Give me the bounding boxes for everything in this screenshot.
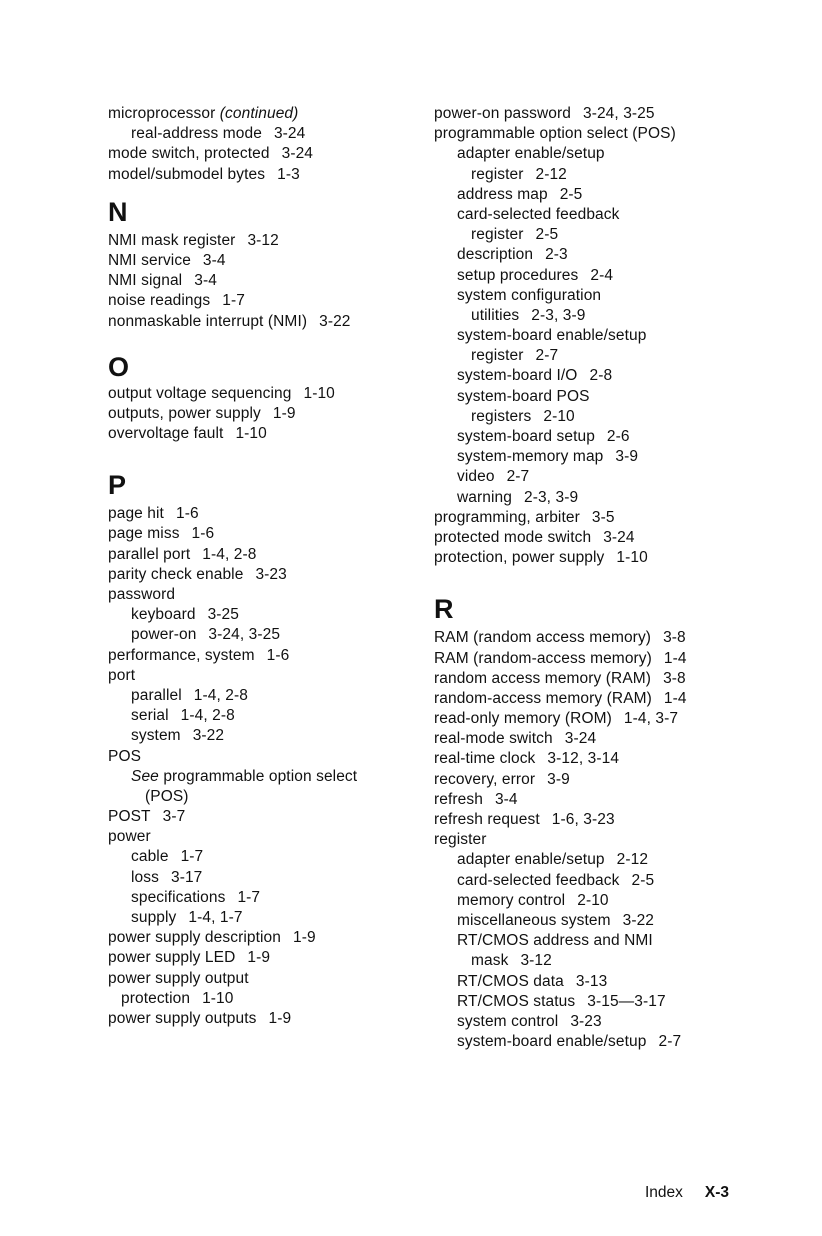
index-page-reference: 3-9: [615, 448, 639, 466]
index-entry: [434, 729, 754, 749]
index-term: card-selected feedback: [457, 871, 620, 889]
index-entry: [434, 366, 754, 386]
index-entry: [108, 948, 408, 968]
index-page-reference: 1-4: [663, 689, 687, 707]
index-term: password: [108, 586, 176, 603]
index-entry: [108, 969, 408, 989]
index-term: power supply output: [108, 969, 249, 987]
index-term: page hit: [108, 505, 164, 523]
index-entry: [434, 790, 754, 810]
index-entry: [434, 669, 754, 689]
index-entry: [434, 830, 754, 850]
index-term: register: [471, 347, 524, 365]
index-entry: [108, 807, 408, 827]
index-term: power: [108, 828, 151, 846]
index-page-reference: 1-7: [237, 888, 261, 906]
index-entry: [434, 1012, 754, 1032]
index-entry: [434, 528, 754, 548]
index-entry: [434, 709, 754, 729]
index-term: description: [457, 246, 534, 264]
index-term: outputs, power supply: [108, 404, 261, 422]
index-term: mode switch, protected: [108, 145, 270, 163]
index-entry: [108, 747, 408, 767]
index-term: read-only memory (ROM): [434, 710, 612, 728]
index-entry: [434, 427, 754, 447]
index-letter-heading: N: [108, 196, 128, 227]
index-term: adapter enable/setup: [457, 851, 605, 869]
index-letter-heading: R: [434, 594, 454, 625]
index-page-reference: 1-9: [268, 1009, 292, 1027]
index-page-reference: 3-22: [192, 727, 225, 745]
index-page-reference: 3-17: [170, 868, 203, 886]
index-term: system-board I/O: [457, 367, 578, 385]
index-term: system configuration: [457, 286, 602, 304]
index-page-reference: 2-3: [545, 246, 568, 264]
index-page-reference: 3-22: [622, 911, 655, 929]
index-term: performance, system: [108, 646, 255, 664]
index-term: register: [471, 165, 524, 183]
index-page-reference: 1-4, 2-8: [193, 686, 248, 704]
index-entry: [434, 467, 754, 487]
index-term: cable: [131, 848, 169, 866]
index-term: warning: [457, 488, 512, 506]
index-term: system-board enable/setup: [457, 1033, 647, 1051]
index-page-reference: 1-3: [277, 165, 300, 183]
index-term: keyboard: [131, 606, 196, 624]
index-entry: [108, 827, 408, 847]
index-page-reference: 1-4: [663, 649, 687, 667]
index-entry: [434, 770, 754, 790]
index-entry: [434, 951, 754, 971]
index-term: system-board setup: [457, 428, 595, 445]
index-term: system-board POS: [457, 387, 590, 405]
index-entry: [108, 124, 408, 144]
index-page-reference: 2-6: [606, 428, 630, 445]
index-entry: [108, 625, 408, 645]
index-page-reference: 2-5: [631, 871, 655, 889]
index-entry: [108, 404, 408, 424]
index-entry: [108, 424, 408, 444]
index-page-reference: 3-25: [207, 606, 240, 624]
index-page-reference: 3-24: [273, 125, 306, 143]
index-entry: [434, 407, 754, 427]
index-term: (POS): [145, 787, 189, 805]
index-entry: [434, 1032, 754, 1052]
index-entry: [434, 749, 754, 769]
index-entry: [434, 931, 754, 951]
index-entry: [434, 245, 754, 265]
index-page-reference: 3-5: [591, 508, 615, 526]
index-term: noise readings: [108, 292, 211, 310]
index-page-reference: 2-7: [506, 468, 530, 486]
index-page-reference: 3-15—3-17: [587, 992, 666, 1010]
index-page-reference: 1-6: [175, 505, 199, 523]
index-page-reference: 3-7: [162, 808, 186, 826]
index-entry: [108, 271, 408, 291]
index-term: power supply outputs: [108, 1009, 257, 1027]
index-entry: [434, 508, 754, 528]
index-term: address map: [457, 185, 548, 203]
index-page-reference: 1-9: [247, 949, 271, 967]
index-entry: [108, 767, 408, 787]
index-term: RT/CMOS data: [457, 972, 564, 990]
index-page-reference: 1-4, 1-7: [188, 909, 243, 926]
index-entry: [108, 565, 408, 585]
index-page-reference: 2-7: [535, 347, 559, 365]
index-page-reference: 3-23: [255, 565, 287, 583]
index-letter-heading: O: [108, 351, 130, 382]
index-letter-heading: P: [108, 470, 127, 501]
index-term: system control: [457, 1012, 559, 1030]
index-entry: [108, 847, 408, 867]
index-page-reference: 3-4: [194, 272, 217, 290]
index-term: power-on: [131, 626, 197, 644]
index-entry: [108, 666, 408, 686]
index-entry: [108, 291, 408, 311]
index-page-reference: 1-6: [191, 525, 215, 543]
index-entry: [434, 628, 754, 648]
index-term: real-time clock: [434, 750, 536, 768]
index-term: parallel: [131, 686, 182, 704]
index-term: supply: [131, 909, 177, 926]
index-page-reference: 3-24, 3-25: [208, 626, 281, 644]
index-page-reference: 3-13: [575, 972, 608, 990]
index-entry: [108, 231, 408, 251]
index-entry: [434, 911, 754, 931]
index-entry: [434, 104, 754, 124]
index-page-reference: 3-4: [494, 790, 518, 808]
index-entry: [434, 850, 754, 870]
index-term: programmable option select: [163, 767, 358, 785]
index-entry: [434, 649, 754, 669]
page-footer: [645, 1184, 745, 1202]
index-entry: [434, 286, 754, 306]
index-term: programming, arbiter: [434, 508, 580, 526]
index-page-reference: 2-3, 3-9: [523, 488, 579, 506]
index-page-reference: 3-12: [520, 952, 552, 970]
index-entry: [108, 1009, 408, 1029]
index-term: POS: [108, 747, 142, 765]
index-term: power supply description: [108, 929, 281, 947]
index-entry: [108, 706, 408, 726]
index-page-reference: 3-8: [663, 629, 686, 647]
index-term: protected mode switch: [434, 528, 592, 546]
index-entry: [108, 384, 408, 404]
index-term: real-address mode: [131, 125, 262, 143]
index-entry: [108, 165, 408, 185]
index-term: POST: [108, 808, 151, 826]
index-entry: [434, 871, 754, 891]
index-term: serial: [131, 707, 169, 725]
index-page-reference: 1-6, 3-23: [551, 811, 615, 828]
index-page-reference: 3-12: [247, 231, 279, 249]
index-entry: [434, 972, 754, 992]
index-term: RT/CMOS status: [457, 992, 576, 1010]
index-page-reference: 1-4, 2-8: [180, 707, 235, 725]
index-page-reference: 1-4, 3-7: [623, 710, 679, 728]
index-term: specifications: [131, 888, 226, 906]
index-entry: [108, 545, 408, 565]
index-term: nonmaskable interrupt (NMI): [108, 312, 308, 330]
index-term: NMI service: [108, 251, 191, 269]
index-entry: [108, 104, 408, 124]
index-entry: [108, 686, 408, 706]
index-page-reference: 2-8: [589, 367, 613, 385]
index-term: recovery, error: [434, 770, 536, 788]
index-term: adapter enable/setup: [457, 145, 605, 163]
index-page-reference: 3-22: [319, 312, 351, 330]
index-entry: [434, 165, 754, 185]
index-entry: [434, 205, 754, 225]
index-term: protection: [121, 989, 191, 1007]
index-page-reference: 2-12: [616, 851, 649, 869]
index-page-reference: 3-24: [603, 528, 635, 546]
index-term: mask: [471, 952, 509, 970]
index-term: RAM (random access memory): [434, 629, 652, 647]
index-page-reference: 1-7: [222, 292, 245, 310]
index-term: register: [434, 831, 487, 849]
index-column-right: [434, 104, 754, 1052]
index-term: output voltage sequencing: [108, 384, 292, 402]
index-entry: [434, 225, 754, 245]
index-entry: [434, 266, 754, 286]
index-term: register: [471, 226, 524, 244]
page-number: X-3: [704, 1184, 730, 1201]
index-entry: [434, 992, 754, 1012]
index-term: parallel port: [108, 545, 191, 563]
index-entry: [434, 810, 754, 830]
index-page-reference: 1-9: [293, 929, 316, 947]
index-term: system: [131, 727, 181, 745]
index-entry: [108, 251, 408, 271]
index-term: real-mode switch: [434, 730, 553, 748]
index-term: refresh: [434, 790, 483, 808]
index-entry: [434, 689, 754, 709]
index-term: power supply LED: [108, 949, 236, 967]
index-entry: [108, 144, 408, 164]
index-entry: [108, 888, 408, 908]
index-page-reference: 1-10: [303, 384, 335, 402]
index-term: registers: [471, 407, 532, 425]
index-entry: [434, 891, 754, 911]
index-page-reference: 2-7: [658, 1033, 682, 1051]
index-entry: [434, 144, 754, 164]
index-term: memory control: [457, 891, 566, 909]
index-term: random-access memory (RAM): [434, 689, 652, 707]
index-term: model/submodel bytes: [108, 165, 266, 183]
index-entry: [434, 447, 754, 467]
index-page-reference: 3-12, 3-14: [547, 750, 620, 768]
index-term: refresh request: [434, 811, 540, 828]
index-term: port: [108, 666, 136, 684]
index-term: RAM (random-access memory): [434, 649, 652, 667]
index-term: parity check enable: [108, 565, 244, 583]
index-entry: [108, 646, 408, 666]
index-page-reference: 3-24: [564, 730, 597, 748]
index-entry: [108, 585, 408, 605]
index-page-reference: 1-10: [616, 549, 648, 567]
index-term: page miss: [108, 525, 180, 543]
index-page-reference: 3-8: [663, 669, 686, 687]
index-entry: [434, 488, 754, 508]
index-entry: [434, 387, 754, 407]
index-page-reference: 2-12: [535, 165, 567, 183]
index-entry: [434, 326, 754, 346]
index-page-reference: 1-10: [235, 425, 267, 443]
index-page-reference: 3-4: [202, 251, 226, 269]
index-see-reference: See: [131, 767, 159, 785]
index-term: miscellaneous system: [457, 911, 611, 929]
index-term: loss: [131, 868, 159, 886]
index-page-reference: 2-10: [543, 407, 575, 425]
index-term: system-memory map: [457, 448, 604, 466]
index-entry: [108, 908, 408, 928]
index-entry: [108, 504, 408, 524]
index-entry: [108, 787, 408, 807]
index-page-reference: 1-4, 2-8: [202, 545, 257, 563]
index-entry: [108, 928, 408, 948]
index-page-reference: 1-7: [180, 848, 204, 866]
index-page-reference: 2-5: [559, 185, 583, 203]
index-term: RT/CMOS address and NMI: [457, 932, 653, 950]
index-entry: [434, 306, 754, 326]
index-term: NMI mask register: [108, 231, 236, 249]
index-page-reference: 3-9: [547, 770, 570, 788]
index-page-reference: 2-5: [535, 226, 559, 244]
index-entry: [108, 989, 408, 1009]
index-term: NMI signal: [108, 272, 183, 290]
index-continued-note: (continued): [219, 105, 299, 122]
index-entry: [108, 605, 408, 625]
index-page-reference: 1-10: [202, 989, 234, 1007]
footer-section-label: Index: [645, 1184, 683, 1201]
index-page-reference: 1-6: [266, 646, 290, 664]
index-term: protection, power supply: [434, 549, 605, 567]
index-entry: [108, 868, 408, 888]
index-entry: [108, 524, 408, 544]
index-term: utilities: [471, 306, 520, 324]
index-entry: [434, 548, 754, 568]
index-term: microprocessor: [108, 105, 216, 122]
index-term: system-board enable/setup: [457, 327, 647, 345]
index-page-reference: 3-23: [570, 1012, 602, 1030]
index-entry: [434, 124, 754, 144]
index-term: random access memory (RAM): [434, 669, 652, 687]
index-term: power-on password: [434, 105, 571, 122]
index-page-reference: 3-24, 3-25: [582, 105, 655, 122]
index-entry: [108, 726, 408, 746]
index-entry: [108, 312, 408, 332]
index-page-reference: 1-9: [272, 404, 296, 422]
index-page-reference: 2-4: [590, 266, 614, 284]
index-entry: [434, 185, 754, 205]
index-page-reference: 2-10: [577, 891, 609, 909]
index-term: setup procedures: [457, 266, 579, 284]
index-term: programmable option select (POS): [434, 125, 676, 143]
index-page-reference: 3-24: [281, 145, 314, 163]
index-column-left: [108, 104, 408, 1029]
index-page-reference: 2-3, 3-9: [531, 306, 586, 324]
index-term: overvoltage fault: [108, 425, 224, 443]
index-term: card-selected feedback: [457, 205, 620, 223]
index-entry: [434, 346, 754, 366]
index-term: video: [457, 468, 495, 486]
